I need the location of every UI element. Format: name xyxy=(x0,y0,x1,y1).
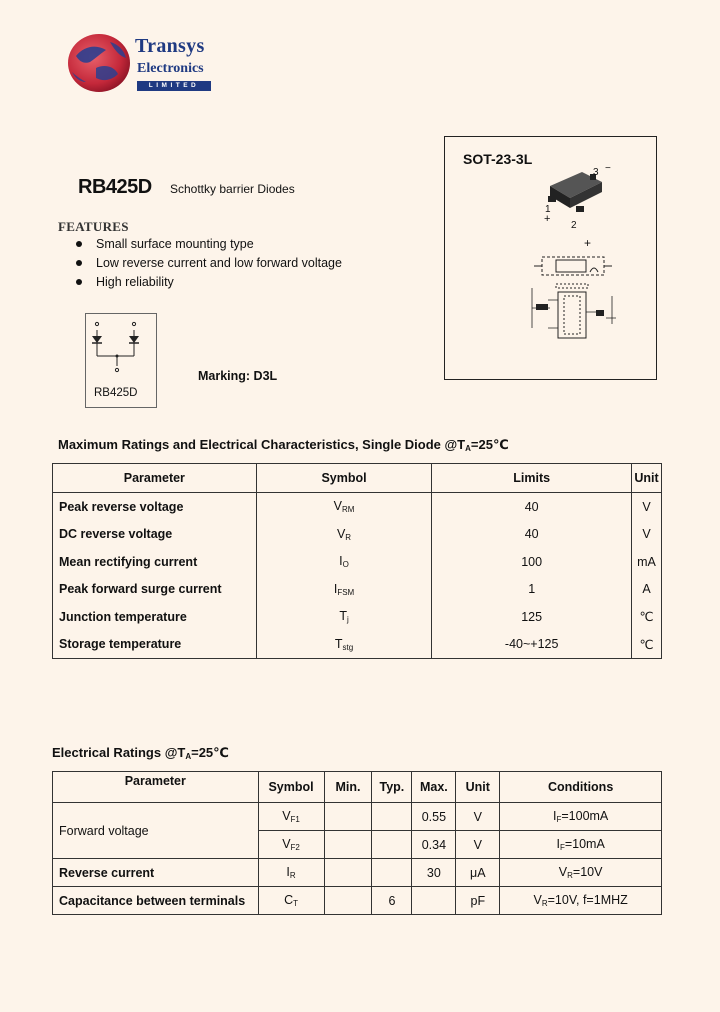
max-cell xyxy=(412,887,456,915)
diode-symbol-drawing xyxy=(88,318,152,383)
elec-ratings-heading-text: Electrical Ratings @T xyxy=(52,745,186,760)
param-cell: DC reverse voltage xyxy=(53,521,257,549)
condition-value: =10V, f=1MHZ xyxy=(547,893,628,907)
symbol-text: V xyxy=(282,837,291,851)
min-cell xyxy=(324,803,372,831)
symbol-cell xyxy=(256,521,432,549)
company-name: Transys xyxy=(135,35,205,57)
max-ratings-table xyxy=(52,463,662,659)
max-cell: 0.55 xyxy=(412,803,456,831)
typ-cell xyxy=(372,803,412,831)
table-row xyxy=(53,603,662,631)
symbol-cell xyxy=(258,887,324,915)
symbol-cell xyxy=(258,803,324,831)
bullet-icon xyxy=(76,279,82,285)
unit-cell: V xyxy=(631,521,661,549)
bullet-icon xyxy=(76,241,82,247)
part-description: Schottky barrier Diodes xyxy=(170,182,295,196)
unit-cell: A xyxy=(631,576,661,604)
symbol-text: I xyxy=(339,554,343,569)
symbol-subscript: FSM xyxy=(337,587,355,597)
table-row xyxy=(53,887,662,915)
condition-text: V xyxy=(558,865,568,879)
bullet-icon xyxy=(76,260,82,266)
condition-subscript: R xyxy=(567,871,573,880)
table-row xyxy=(53,548,662,576)
min-cell xyxy=(324,859,372,887)
condition-cell xyxy=(500,859,662,887)
col-header: Symbol xyxy=(258,772,324,803)
col-header: Min. xyxy=(324,772,372,803)
unit-cell: V xyxy=(456,803,500,831)
symbol-text: V xyxy=(282,809,291,823)
symbol-cell xyxy=(258,831,324,859)
symbol-subscript: F1 xyxy=(290,815,300,824)
pin3-polarity: − xyxy=(605,163,611,174)
package-dimension-drawing xyxy=(528,252,628,349)
table-row xyxy=(53,859,662,887)
unit-cell: μA xyxy=(456,859,500,887)
symbol-text: I xyxy=(286,865,290,879)
symbol-subscript: T xyxy=(293,899,299,908)
symbol-cell xyxy=(258,859,324,887)
table-row xyxy=(53,521,662,549)
condition-cell xyxy=(500,831,662,859)
symbol-text: V xyxy=(336,526,346,541)
condition-text: I xyxy=(552,809,557,823)
company-subtitle: Electronics xyxy=(137,61,204,76)
col-header: Typ. xyxy=(372,772,412,803)
col-header: Parameter xyxy=(53,464,257,493)
symbol-label: RB425D xyxy=(94,387,138,399)
elec-ratings-table xyxy=(52,771,662,915)
max-ratings-heading xyxy=(58,437,509,453)
max-cell: 30 xyxy=(412,859,456,887)
elec-ratings-heading xyxy=(52,745,229,761)
symbol-subscript: O xyxy=(342,560,349,570)
limit-cell: 1 xyxy=(432,576,632,604)
part-number: RB425D xyxy=(78,176,152,198)
condition-subscript: R xyxy=(541,899,548,908)
unit-cell: pF xyxy=(456,887,500,915)
symbol-subscript: stg xyxy=(342,642,354,652)
symbol-cell xyxy=(256,631,432,659)
symbol-cell xyxy=(256,548,432,576)
table-row xyxy=(53,576,662,604)
pin2-polarity: + xyxy=(584,236,592,250)
min-cell xyxy=(324,887,372,915)
marking-code: Marking: D3L xyxy=(198,369,278,383)
unit-cell: V xyxy=(456,831,500,859)
condition-text: V xyxy=(533,893,542,907)
param-cell: Mean rectifying current xyxy=(53,548,257,576)
table-row xyxy=(53,803,662,831)
company-limited-bar: LIMITED xyxy=(137,81,211,91)
feature-item: High reliability xyxy=(96,275,174,289)
symbol-subscript: RM xyxy=(341,505,355,515)
unit-cell: V xyxy=(631,493,661,521)
symbol-subscript: F2 xyxy=(290,843,300,852)
pin3-label: 3 xyxy=(593,167,599,178)
limit-cell: 100 xyxy=(432,548,632,576)
table-row xyxy=(53,631,662,659)
col-header: Symbol xyxy=(256,464,432,493)
symbol-text: T xyxy=(334,636,343,651)
max-cell: 0.34 xyxy=(412,831,456,859)
limit-cell: 40 xyxy=(432,521,632,549)
condition-subscript: F xyxy=(559,843,565,852)
col-header: Max. xyxy=(412,772,456,803)
limit-cell: -40~+125 xyxy=(432,631,632,659)
company-logo xyxy=(66,32,132,99)
param-cell: Junction temperature xyxy=(53,603,257,631)
limit-cell: 40 xyxy=(432,493,632,521)
symbol-text: I xyxy=(333,581,338,596)
condition-value: =10mA xyxy=(564,837,605,851)
table-header-row xyxy=(53,464,662,493)
feature-item: Small surface mounting type xyxy=(96,237,254,251)
heading-subscript: A xyxy=(465,444,471,453)
symbol-text: T xyxy=(339,609,347,624)
unit-cell: mA xyxy=(631,548,661,576)
max-ratings-heading-temp: =25℃ xyxy=(470,437,509,452)
symbol-subscript: R xyxy=(289,871,296,880)
param-cell: Storage temperature xyxy=(53,631,257,659)
typ-cell xyxy=(372,831,412,859)
table-row xyxy=(53,493,662,521)
symbol-cell xyxy=(256,493,432,521)
param-cell: Forward voltage xyxy=(53,803,259,859)
condition-text: I xyxy=(556,837,560,851)
symbol-text: V xyxy=(333,499,342,514)
table-header-row xyxy=(53,772,662,803)
param-cell: Reverse current xyxy=(53,859,259,887)
pin2-label: 2 xyxy=(571,220,577,231)
col-header: Parameter xyxy=(53,772,259,803)
symbol-cell xyxy=(256,576,432,604)
symbol-subscript: R xyxy=(345,532,352,542)
condition-value: =10V xyxy=(572,865,603,879)
limit-cell: 125 xyxy=(432,603,632,631)
col-header: Conditions xyxy=(500,772,662,803)
features-title: FEATURES xyxy=(58,219,129,234)
symbol-text: C xyxy=(284,893,294,907)
pin1-polarity: + xyxy=(544,213,551,225)
package-name: SOT-23-3L xyxy=(463,151,533,167)
symbol-subscript: j xyxy=(346,615,349,625)
typ-cell: 6 xyxy=(372,887,412,915)
feature-item: Low reverse current and low forward voltage xyxy=(96,256,342,270)
elec-ratings-heading-temp: =25℃ xyxy=(191,745,229,760)
unit-cell: ℃ xyxy=(631,631,661,659)
symbol-cell xyxy=(256,603,432,631)
max-ratings-heading-text: Maximum Ratings and Electrical Characteristics, Single Diode @T xyxy=(58,437,466,452)
pin1-label: 1 xyxy=(545,204,551,215)
condition-cell xyxy=(500,803,662,831)
unit-cell: ℃ xyxy=(631,603,661,631)
col-header: Unit xyxy=(456,772,500,803)
condition-value: =100mA xyxy=(561,809,609,823)
condition-subscript: F xyxy=(556,815,562,824)
col-header: Limits xyxy=(432,464,632,493)
min-cell xyxy=(324,831,372,859)
typ-cell xyxy=(372,859,412,887)
heading-subscript: A xyxy=(185,752,192,761)
param-cell: Capacitance between terminals xyxy=(53,887,259,915)
condition-cell xyxy=(500,887,662,915)
param-cell: Peak forward surge current xyxy=(53,576,257,604)
param-cell: Peak reverse voltage xyxy=(53,493,257,521)
col-header: Unit xyxy=(631,464,661,493)
